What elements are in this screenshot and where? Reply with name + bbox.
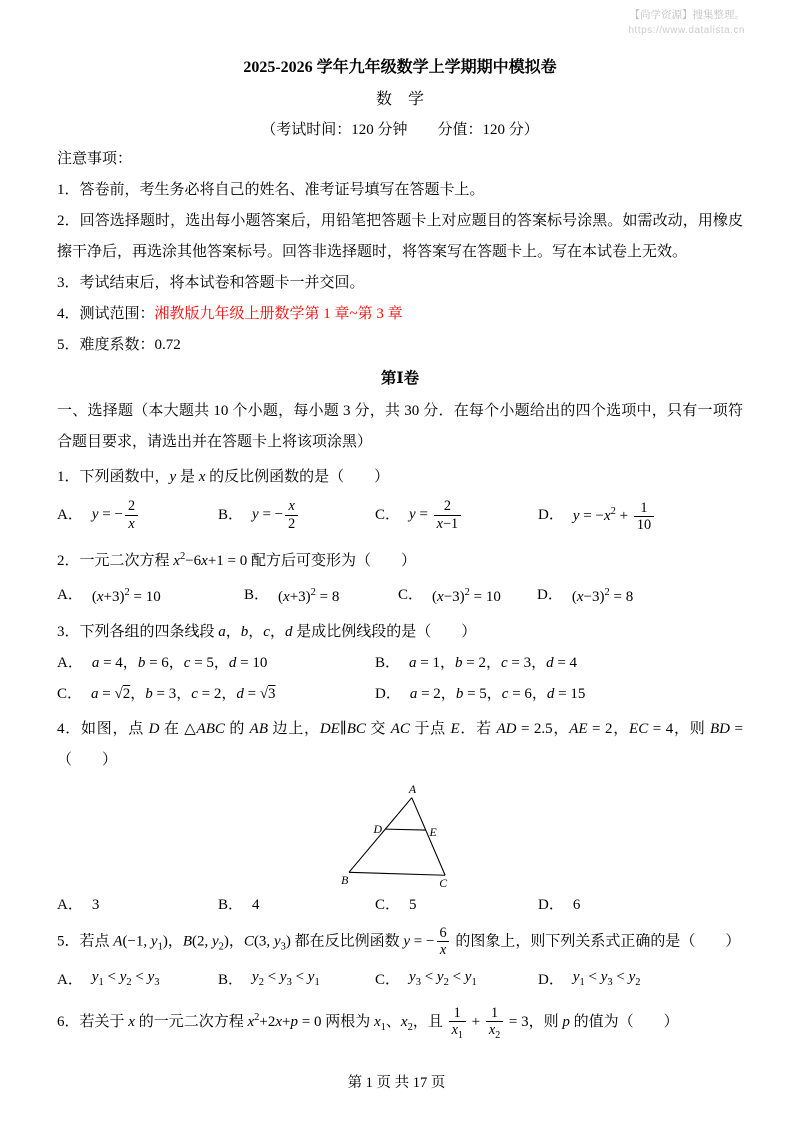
question-3-option-c xyxy=(57,679,375,710)
question-4-option-a xyxy=(57,890,218,921)
notice-item-4-prefix: 4．测试范围： xyxy=(57,306,155,322)
option-label-a: A． xyxy=(57,506,83,523)
option-label-d: D． xyxy=(537,586,563,603)
option-value-b: $(x+3)^2 = 8$ xyxy=(278,587,340,605)
question-2-option-d xyxy=(537,577,743,613)
vertex-label-c: C xyxy=(439,877,448,888)
question-4-option-c xyxy=(375,890,538,921)
notice-item-4-scope: 湘教版九年级上册数学第 1 章~第 3 章 xyxy=(154,306,403,322)
exam-title: 2025-2026 学年九年级数学上学期期中模拟卷 xyxy=(243,59,557,76)
vertex-label-b: B xyxy=(341,874,349,888)
notice-item-3: 3．考试结束后，将本试卷和答题卡一并交回。 xyxy=(57,275,365,291)
option-label-d: D． xyxy=(538,897,564,913)
question-6 xyxy=(57,1002,743,1043)
question-2 xyxy=(57,541,743,613)
question-6-stem: 6．若关于 x 的一元二次方程 $x^2+2x+p = 0$ 两根为 $x_1$、$x_2$，且 $\frac{1}{x_1}$ + $\frac{1}{x_2}$ = 3，则 p 的值为（ ） xyxy=(57,1004,679,1041)
option-value-c: 5 xyxy=(409,897,417,913)
watermark-url-text: https://www.datalista.cn xyxy=(628,25,745,36)
exam-info: （考试时间：120 分钟 分值：120 分） xyxy=(261,122,539,138)
question-2-option-c xyxy=(398,577,537,613)
question-2-option-a xyxy=(57,577,244,613)
section-intro: 一、选择题（本大题共 10 个小题，每小题 3 分，共 30 分．在每个小题给出的四个选项中，只有一项符合题目要求，请选出并在答题卡上将该项涂黑） xyxy=(57,403,743,450)
option-label-a: A． xyxy=(57,655,83,671)
question-1-option-b xyxy=(218,493,375,537)
question-5-option-c xyxy=(375,962,538,998)
question-5-option-d xyxy=(538,962,743,998)
segment-de xyxy=(385,829,425,830)
question-1-option-d xyxy=(538,493,743,537)
option-label-c: C． xyxy=(398,586,424,603)
notices-heading: 注意事项： xyxy=(57,151,133,167)
question-3-option-a xyxy=(57,648,375,679)
vertex-label-a: A xyxy=(408,782,417,796)
option-value-a: a = 4，b = 6，c = 5，d = 10 xyxy=(91,655,268,671)
question-1-stem: 1．下列函数中，y 是 x 的反比例函数的是（ ） xyxy=(57,469,390,485)
notice-item-4 xyxy=(57,299,743,330)
option-label-d: D． xyxy=(538,506,564,523)
option-label-b: B． xyxy=(218,971,244,988)
watermark xyxy=(629,8,746,38)
option-label-d: D． xyxy=(538,971,564,988)
notice-item-1: 1．答卷前，考生务必将自己的姓名、准考证号填写在答题卡上。 xyxy=(57,182,485,198)
question-5-option-a xyxy=(57,962,218,998)
question-4-stem: 4．如图，点 D 在 △ABC 的 AB 边上，DE∥BC 交 AC 于点 E．若 AD = 2.5，AE = 2，EC = 4，则 BD =（ ） xyxy=(57,721,743,768)
question-4-figure-wrap xyxy=(57,782,743,888)
option-value-b: 4 xyxy=(252,897,260,913)
option-value-c: a = √2，b = 3，c = 2，d = √3 xyxy=(91,686,276,702)
question-2-stem: 2．一元二次方程 $x^2-6x+1 = 0$ 配方后可变形为（ ） xyxy=(57,551,416,569)
part-title: 第Ⅰ卷 xyxy=(380,370,420,387)
question-1 xyxy=(57,462,743,537)
option-value-c: $(x-3)^2 = 10$ xyxy=(432,587,501,605)
option-value-d: 6 xyxy=(572,897,581,913)
option-value-a: 3 xyxy=(91,897,100,913)
option-value-c: $y_3 < y_2 < y_1$ xyxy=(409,969,477,989)
option-value-d: a = 2，b = 5，c = 6，d = 15 xyxy=(409,686,586,702)
question-3 xyxy=(57,617,743,710)
option-value-d: $y = -x^2$ + $\frac{1}{10}$ xyxy=(573,496,656,533)
triangle-side-bc xyxy=(349,872,445,875)
question-5-stem: 5．若点 A(−1, $y_1$)，B(2, $y_2$)，C(3, $y_3$) 都在反比例函数 y = − $\frac{6}{x}$ 的图象上，则下列关系式正确的是（ ） xyxy=(57,925,741,959)
option-label-b: B． xyxy=(218,897,244,913)
question-3-options xyxy=(57,648,743,710)
question-2-options xyxy=(57,577,743,613)
option-label-a: A． xyxy=(57,971,83,988)
notice-item-2: 2．回答选择题时，选出每小题答案后，用铅笔把答题卡上对应题目的答案标号涂黑。如需改动，用橡皮擦干净后，再选涂其他答案标号。回答非选择题时，将答案写在答题卡上。写在本试卷上无效。 xyxy=(57,213,743,260)
option-value-b: $y_2 < y_3 < y_1$ xyxy=(252,969,320,989)
question-4-option-d xyxy=(538,890,743,921)
option-label-c: C． xyxy=(375,506,401,523)
question-3-stem: 3．下列各组的四条线段 a，b，c，d 是成比例线段的是（ ） xyxy=(57,624,477,640)
triangle-figure xyxy=(341,782,459,888)
option-label-b: B． xyxy=(244,586,270,603)
option-value-a: y = − $\frac{2}{x}$ xyxy=(92,498,140,532)
option-value-a: $y_1 < y_2 < y_3$ xyxy=(91,969,160,989)
question-3-option-d xyxy=(375,679,743,710)
option-label-d: D． xyxy=(375,686,401,702)
question-5-option-b xyxy=(218,962,375,998)
question-5 xyxy=(57,925,743,998)
option-value-b: a = 1，b = 2，c = 3，d = 4 xyxy=(409,655,578,671)
triangle-side-ac xyxy=(412,798,445,876)
question-1-option-a xyxy=(57,493,218,537)
subject-title: 数 学 xyxy=(375,91,424,108)
option-value-d: $(x-3)^2 = 8$ xyxy=(571,587,634,605)
vertex-label-d: D xyxy=(373,823,382,837)
question-5-options xyxy=(57,962,743,998)
option-label-b: B． xyxy=(375,655,401,671)
question-4-options xyxy=(57,890,743,921)
question-1-options xyxy=(57,493,743,537)
option-label-b: B． xyxy=(218,506,244,523)
option-value-d: $y_1 < y_3 < y_2$ xyxy=(572,969,641,989)
option-value-a: $(x+3)^2 = 10$ xyxy=(91,587,161,605)
option-label-c: C． xyxy=(57,686,83,702)
option-label-c: C． xyxy=(375,971,401,988)
watermark-source-text: 【尚学资源】搜集整理。 xyxy=(629,9,745,21)
option-value-c: y = $\frac{2}{x-1}$ xyxy=(409,498,463,532)
question-4 xyxy=(57,714,743,921)
option-label-a: A． xyxy=(57,897,83,913)
question-3-option-b xyxy=(375,648,743,679)
option-value-b: y = − $\frac{x}{2}$ xyxy=(252,498,300,532)
page-footer: 第 1 页 共 17 页 xyxy=(347,1075,446,1091)
question-1-option-c xyxy=(375,493,538,537)
notice-item-5: 5．难度系数：0.72 xyxy=(57,337,181,353)
option-label-a: A． xyxy=(57,586,83,603)
option-label-c: C． xyxy=(375,897,401,913)
vertex-label-e: E xyxy=(429,825,437,839)
question-2-option-b xyxy=(244,577,398,613)
question-4-option-b xyxy=(218,890,375,921)
